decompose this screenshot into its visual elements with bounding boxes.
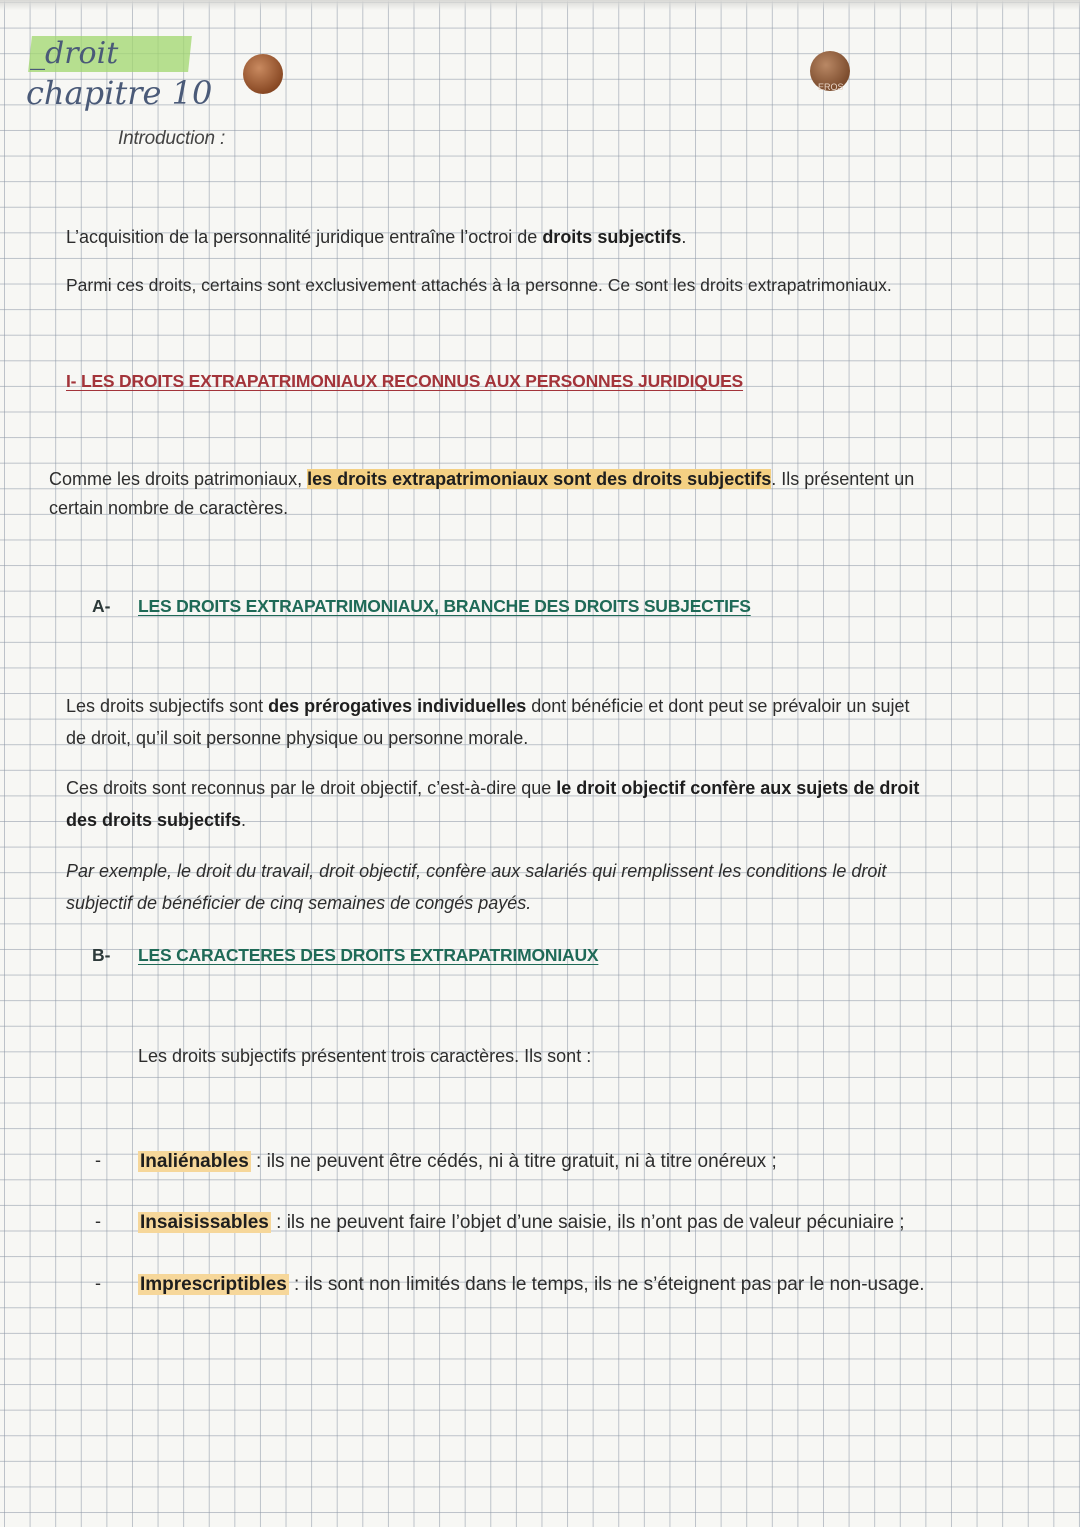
punch-hole-text: EROS — [818, 82, 844, 92]
list-term: Insaisissables — [140, 1212, 269, 1233]
paragraph-droit-objectif-line2: des droits subjectifs. — [66, 810, 247, 830]
section-a-letter: A- — [92, 596, 111, 616]
paragraph-prerogatives-line2: de droit, qu’il soit personne physique ou personne morale. — [66, 728, 529, 748]
paragraph-trois-caracteres: Les droits subjectifs présentent trois caractères. Ils sont : — [138, 1046, 592, 1066]
list-bullet: - — [95, 1211, 101, 1231]
handwritten-subject: _droit — [30, 36, 119, 71]
page-top-edge — [0, 0, 1080, 10]
paragraph-exemple-line2: subjectif de bénéficier de cinq semaines de congés payés. — [66, 893, 532, 913]
paragraph-extrapatrimoniaux: Parmi ces droits, certains sont exclusivement attachés à la personne. Ce sont les droits extrapatrimoniaux. — [66, 275, 892, 295]
list-term: Imprescriptibles — [140, 1274, 287, 1295]
paragraph-acquisition: L’acquisition de la personnalité juridique entraîne l’octroi de droits subjectifs. — [66, 227, 687, 247]
paragraph-comme-line2: certain nombre de caractères. — [49, 498, 289, 518]
list-bullet: - — [95, 1273, 101, 1293]
paragraph-droit-objectif-line1: Ces droits sont reconnus par le droit objectif, c’est-à-dire que le droit objectif confère aux sujets de droit — [66, 778, 920, 798]
handwritten-chapter: chapitre 10 — [26, 74, 213, 112]
introduction-label: Introduction : — [118, 128, 226, 149]
punch-hole-left — [243, 54, 283, 94]
list-term: Inaliénables — [140, 1151, 249, 1172]
paragraph-prerogatives-line1: Les droits subjectifs sont des prérogatives individuelles dont bénéficie et dont peut se prévaloir un sujet — [66, 696, 910, 716]
heading-section-b: LES CARACTERES DES DROITS EXTRAPATRIMONIAUX — [138, 945, 599, 965]
list-item: Inaliénables : ils ne peuvent être cédés, ni à titre gratuit, ni à titre onéreux ; — [140, 1151, 777, 1172]
list-item: Imprescriptibles : ils sont non limités dans le temps, ils ne s’éteignent pas par le non-usage. — [140, 1274, 925, 1295]
heading-section-1: I- LES DROITS EXTRAPATRIMONIAUX RECONNUS AUX PERSONNES JURIDIQUES — [66, 371, 744, 391]
heading-section-a: LES DROITS EXTRAPATRIMONIAUX, BRANCHE DES DROITS SUBJECTIFS — [138, 596, 751, 616]
paragraph-exemple-line1: Par exemple, le droit du travail, droit objectif, confère aux salariés qui remplissent les conditions le droit — [66, 861, 887, 881]
list-bullet: - — [95, 1150, 101, 1170]
paragraph-comme-line1: Comme les droits patrimoniaux, les droits extrapatrimoniaux sont des droits subjectifs. Ils présentent un — [49, 469, 915, 489]
list-item: Insaisissables : ils ne peuvent faire l’objet d’une saisie, ils n’ont pas de valeur pécuniaire ; — [140, 1212, 905, 1233]
section-b-letter: B- — [92, 945, 111, 965]
